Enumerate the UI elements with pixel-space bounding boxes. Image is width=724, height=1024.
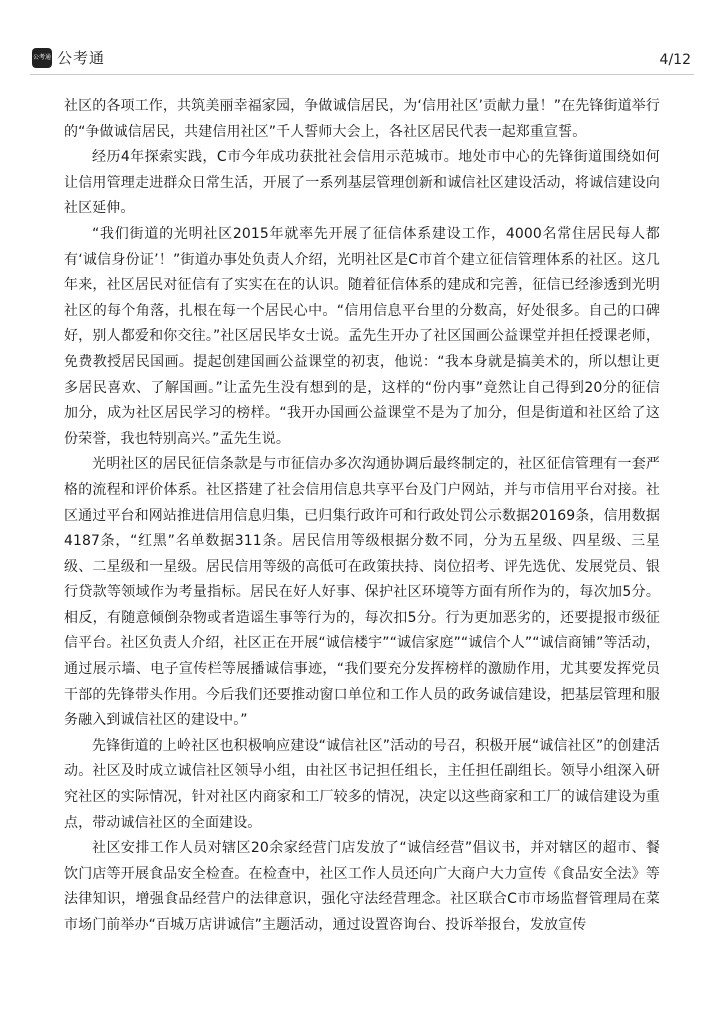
page-number: 4/12: [659, 52, 691, 68]
header-divider: [30, 74, 694, 75]
logo: [32, 47, 105, 68]
logo-text: 公考通: [57, 49, 106, 67]
page-header: [0, 0, 724, 72]
paragraph: 经历4年探索实践，C市今年成功获批社会信用示范城市。地处市中心的先锋街道围绕如何让信用管理走进群众日常生活，开展了一系列基层管理创新和诚信社区建设活动，将诚信建设向社区延伸。: [64, 149, 660, 217]
document-body: [64, 94, 660, 939]
paragraph: 先锋街道的上岭社区也积极响应建设“诚信社区”活动的号召，积极开展“诚信社区”的创建活动。社区及时成立诚信社区领导小组，由社区书记担任组长，主任担任副组长。领导小组深入研究社区的实际情况，针对社区内商家和工厂较多的情况，决定以这些商家和工厂的诚信建设为重点，带动诚信社区的全面建设。: [64, 737, 660, 831]
logo-icon: 公考通: [32, 48, 52, 68]
paragraph: 社区的各项工作，共筑美丽幸福家园，争做诚信居民，为‘信用社区’贡献力量！”在先锋街道举行的“争做诚信居民，共建信用社区”千人誓师大会上，各社区居民代表一起郑重宣誓。: [64, 98, 660, 140]
paragraph: “我们街道的光明社区2015年就率先开展了征信体系建设工作，4000名常住居民每人都有‘诚信身份证’！”街道办事处负责人介绍，光明社区是C市首个建立征信管理体系的社区。这几年来，社区居民对征信有了实实在在的认识。随着征信体系的建成和完善，征信已经渗透到光明社区的每个角落，扎根在每一个居民心中。“信用信息平台里的分数高，好处很多。自己的口碑好，别人都爱和你交往。”社区居民毕女士说。孟先生开办了社区国画公益课堂并担任授课老师，免费教授居民国画。提起创建国画公益课堂的初衷，他说：“我本身就是搞美术的，所以想让更多居民喜欢、了解国画。”让孟先生没有想到的是，这样的“份内事”竟然让自己得到20分的征信加分，成为社区居民学习的榜样。“我开办国画公益课堂不是为了加分，但是街道和社区给了这份荣誉，我也特别高兴。”孟先生说。: [64, 225, 660, 447]
paragraph: 社区安排工作人员对辖区20余家经营门店发放了“诚信经营”倡议书，并对辖区的超市、餐饮门店等开展食品安全检查。在检查中，社区工作人员还向广大商户大力宣传《食品安全法》等法律知识，增强食品经营户的法律意识，强化守法经营理念。社区联合C市市场监督管理局在菜市场门前举办“百城万店讲诚信”主题活动，通过设置咨询台、投诉举报台，发放宣传: [64, 840, 660, 933]
paragraph: 光明社区的居民征信条款是与市征信办多次沟通协调后最终制定的，社区征信管理有一套严格的流程和评价体系。社区搭建了社会信用信息共享平台及门户网站，并与市信用平台对接。社区通过平台和网站推进信用信息归集，已归集行政许可和行政处罚公示数据20169条，信用数据4187条，“红黑”名单数据311条。居民信用等级根据分数不同，分为五星级、四星级、三星级、二星级和一星级。居民信用等级的高低可在政策扶持、岗位招考、评先选优、发展党员、银行贷款等领域作为考量指标。居民在好人好事、保护社区环境等方面有所作为的，每次加5分。相反，有随意倾倒杂物或者造谣生事等行为的，每次扣5分。行为更加恶劣的，还要提报市级征信平台。社区负责人介绍，社区正在开展“诚信楼宇”“诚信家庭”“诚信个人”“诚信商铺”等活动，通过展示墙、电子宣传栏等展播诚信事迹，“我们要充分发挥榜样的激励作用，尤其要发挥党员干部的先锋带头作用。今后我们还要推动窗口单位和工作人员的政务诚信建设，把基层管理和服务融入到诚信社区的建设中。”: [64, 456, 660, 729]
